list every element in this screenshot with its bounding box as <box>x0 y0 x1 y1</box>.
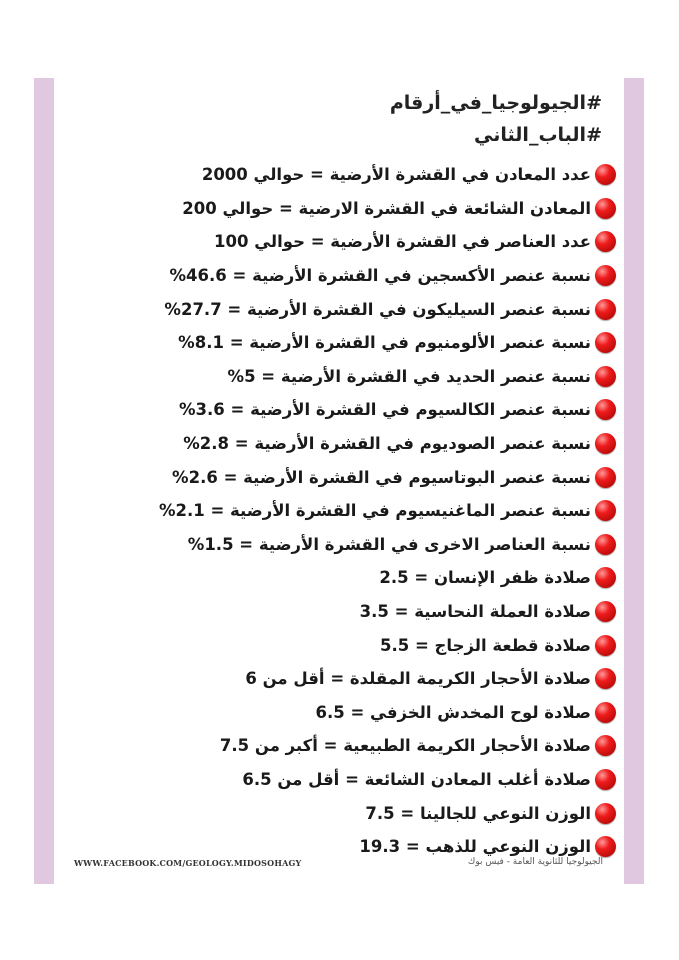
list-item <box>54 561 624 595</box>
list-item <box>54 796 624 830</box>
list-item <box>54 292 624 326</box>
fact-text: نسبة عنصر السيليكون في القشرة الأرضية = 27.7% <box>164 299 591 319</box>
list-item <box>54 662 624 696</box>
list-item <box>54 763 624 797</box>
fact-text: صلادة قطعة الزجاج = 5.5 <box>379 635 591 655</box>
red-ball-bullet-icon <box>595 534 616 555</box>
document-page <box>54 78 624 884</box>
list-item <box>54 528 624 562</box>
list-item <box>54 460 624 494</box>
fact-text: المعادن الشائعة في القشرة الارضية = حوالي 200 <box>182 198 591 218</box>
fact-text: عدد العناصر في القشرة الأرضية = حوالي 100 <box>214 232 591 252</box>
list-item <box>54 360 624 394</box>
fact-text: صلادة الأحجار الكريمة الطبيعية = أكبر من 7.5 <box>219 736 591 756</box>
list-item <box>54 326 624 360</box>
list-item <box>54 427 624 461</box>
red-ball-bullet-icon <box>595 668 616 689</box>
list-item <box>54 158 624 192</box>
list-item <box>54 696 624 730</box>
list-item <box>54 225 624 259</box>
red-ball-bullet-icon <box>595 366 616 387</box>
hashtag-subtitle: #الباب_الثاني <box>474 124 602 146</box>
list-item <box>54 393 624 427</box>
fact-text: صلادة ظفر الإنسان = 2.5 <box>379 568 591 588</box>
list-item <box>54 595 624 629</box>
red-ball-bullet-icon <box>595 231 616 252</box>
fact-text: نسبة عنصر الماغنيسيوم في القشرة الأرضية = 2.1% <box>158 501 591 521</box>
fact-text: صلادة أغلب المعادن الشائعة = أقل من 6.5 <box>242 769 591 789</box>
red-ball-bullet-icon <box>595 299 616 320</box>
footer-facebook-link[interactable]: WWW.FACEBOOK.COM/GEOLOGY.MIDOSOHAGY <box>74 858 302 868</box>
red-ball-bullet-icon <box>595 500 616 521</box>
list-item <box>54 192 624 226</box>
red-ball-bullet-icon <box>595 567 616 588</box>
fact-text: نسبة عنصر الحديد في القشرة الأرضية = 5% <box>227 366 591 386</box>
red-ball-bullet-icon <box>595 265 616 286</box>
footer-page-name: الجيولوجيا للثانوية العامة - فيس بوك <box>467 857 603 867</box>
red-ball-bullet-icon <box>595 635 616 656</box>
hashtag-title: #الجيولوجيا_في_أرقام <box>389 92 602 114</box>
list-item <box>54 628 624 662</box>
red-ball-bullet-icon <box>595 433 616 454</box>
list-item <box>54 494 624 528</box>
fact-text: عدد المعادن في القشرة الأرضية = حوالي 2000 <box>201 165 591 185</box>
fact-text: نسبة العناصر الاخرى في القشرة الأرضية = 1.5% <box>187 534 591 554</box>
fact-text: صلادة لوح المخدش الخزفي = 6.5 <box>315 702 591 722</box>
left-border-stripe <box>34 78 54 884</box>
fact-text: صلادة الأحجار الكريمة المقلدة = أقل من 6 <box>245 669 591 689</box>
fact-text: نسبة عنصر الأكسجين في القشرة الأرضية = 46.6% <box>169 266 591 286</box>
red-ball-bullet-icon <box>595 836 616 857</box>
red-ball-bullet-icon <box>595 803 616 824</box>
fact-text: الوزن النوعي للذهب = 19.3 <box>359 837 591 857</box>
fact-text: نسبة عنصر الصوديوم في القشرة الأرضية = 2.8% <box>183 434 591 454</box>
red-ball-bullet-icon <box>595 467 616 488</box>
red-ball-bullet-icon <box>595 702 616 723</box>
red-ball-bullet-icon <box>595 735 616 756</box>
list-item <box>54 729 624 763</box>
red-ball-bullet-icon <box>595 164 616 185</box>
red-ball-bullet-icon <box>595 198 616 219</box>
red-ball-bullet-icon <box>595 769 616 790</box>
list-item <box>54 259 624 293</box>
fact-text: نسبة عنصر الألومنيوم في القشرة الأرضية = 8.1% <box>178 333 591 353</box>
red-ball-bullet-icon <box>595 332 616 353</box>
fact-text: نسبة عنصر البوتاسيوم في القشرة الأرضية = 2.6% <box>172 467 591 487</box>
fact-text: صلادة العملة النحاسية = 3.5 <box>359 602 591 622</box>
red-ball-bullet-icon <box>595 601 616 622</box>
fact-text: الوزن النوعي للجالينا = 7.5 <box>365 803 591 823</box>
right-border-stripe <box>624 78 644 884</box>
fact-text: نسبة عنصر الكالسيوم في القشرة الأرضية = 3.6% <box>178 400 591 420</box>
facts-list <box>54 158 624 863</box>
red-ball-bullet-icon <box>595 399 616 420</box>
